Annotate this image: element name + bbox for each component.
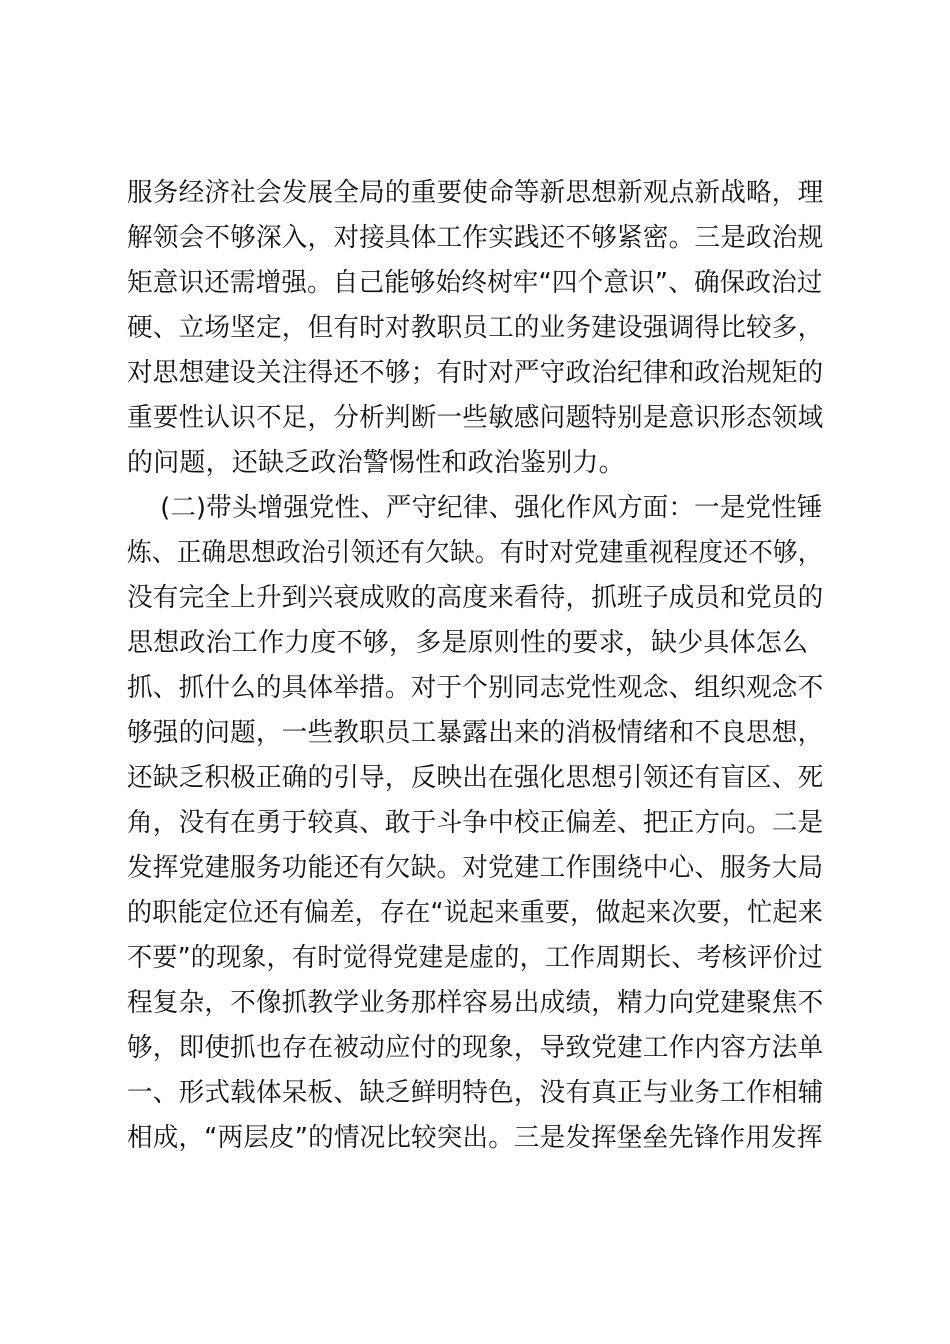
- text-line: 一、形式载体呆板、缺乏鲜明特色，没有真正与业务工作相辅: [127, 1078, 824, 1108]
- text-line: 的问题，还缺乏政治警惕性和政治鉴别力。: [127, 448, 625, 478]
- text-line: 矩意识还需增强。自己能够始终树牢“四个意识”、确保政治过: [127, 268, 823, 298]
- text-line: 思想政治工作力度不够，多是原则性的要求，缺少具体怎么: [127, 628, 809, 658]
- text-line: 炼、正确思想政治引领还有欠缺。有时对党建重视程度还不够，: [127, 538, 823, 568]
- text-line: 重要性认识不足，分析判断一些敏感问题特别是意识形态领域: [127, 403, 824, 433]
- text-line: 角，没有在勇于较真、敢于斗争中校正偏差、把正方向。二是: [127, 808, 824, 838]
- text-line: 解领会不够深入，对接具体工作实践还不够紧密。三是政治规: [127, 223, 824, 253]
- text-line: 相成，“两层皮”的情况比较突出。三是发挥堡垒先锋作用发挥: [127, 1123, 823, 1153]
- text-line: 服务经济社会发展全局的重要使命等新思想新观点新战略，理: [127, 178, 824, 208]
- text-line: 还缺乏积极正确的引导，反映出在强化思想引领还有盲区、死: [127, 763, 824, 793]
- text-line: 的职能定位还有偏差，存在“说起来重要，做起来次要，忙起来: [127, 898, 824, 928]
- section-heading-line: (二)带头增强党性、严守纪律、强化作风方面：一是党性锤: [127, 493, 823, 523]
- text-line: 程复杂，不像抓教学业务那样容易出成绩，精力向党建聚焦不: [127, 988, 824, 1018]
- text-line: 够强的问题，一些教职员工暴露出来的消极情绪和不良思想，: [127, 718, 824, 748]
- text-line: 没有完全上升到兴衰成败的高度来看待，抓班子成员和党员的: [127, 583, 824, 613]
- text-line: 发挥党建服务功能还有欠缺。对党建工作围绕中心、服务大局: [127, 853, 824, 883]
- text-line: 抓、抓什么的具体举措。对于个别同志党性观念、组织观念不: [127, 673, 824, 703]
- text-line: 硬、立场坚定，但有时对教职员工的业务建设强调得比较多，: [127, 313, 824, 343]
- text-line: 不要”的现象，有时觉得党建是虚的，工作周期长、考核评价过: [127, 943, 824, 973]
- text-line: 对思想建设关注得还不够；有时对严守政治纪律和政治规矩的: [127, 358, 824, 388]
- text-line: 够，即使抓也存在被动应付的现象，导致党建工作内容方法单: [127, 1033, 824, 1063]
